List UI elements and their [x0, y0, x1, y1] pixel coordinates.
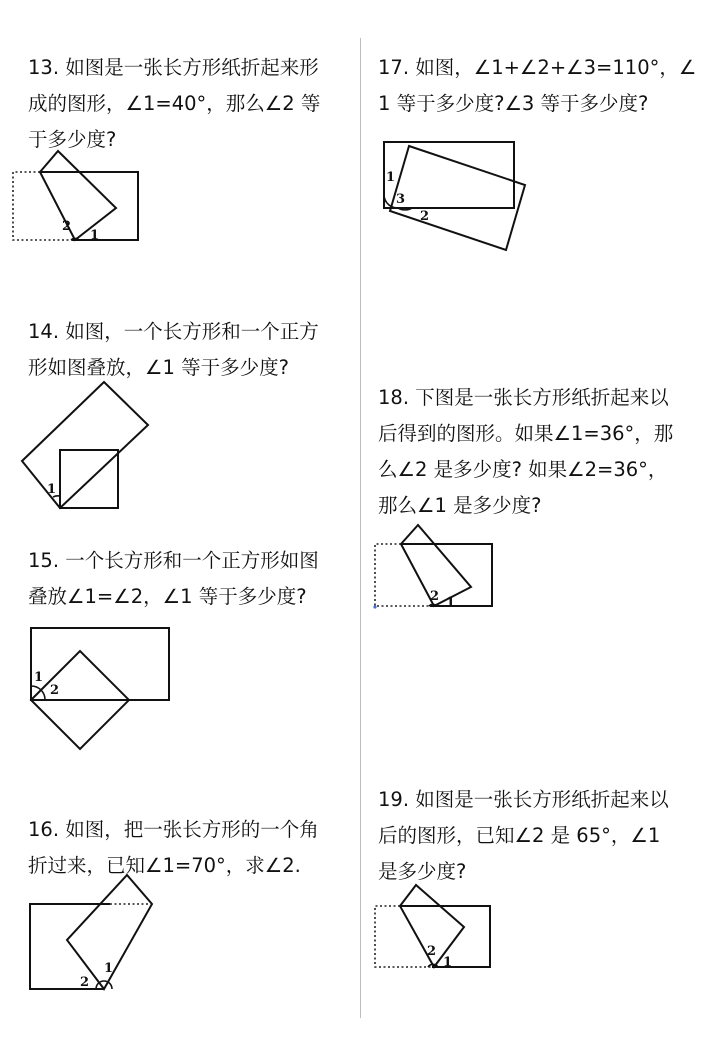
- text-line: 15. 一个长方形和一个正方形如图: [28, 549, 319, 572]
- angle-label: 3: [396, 192, 406, 207]
- text-line: 成的图形，∠1=40°，那么∠2 等: [28, 92, 321, 115]
- text-line: 是多少度?: [378, 860, 467, 883]
- angle-label: 2: [80, 975, 90, 990]
- angle-label: 2: [430, 589, 440, 604]
- angle-label: 1: [47, 482, 57, 497]
- problem-18-figure: [365, 515, 505, 620]
- problem-14-figure: [0, 375, 170, 515]
- text-line: 折过来，已知∠1=70°，求∠2.: [28, 854, 301, 877]
- problem-17-text: [378, 50, 696, 122]
- problem-15-figure: [0, 620, 190, 760]
- problem-15-text: [28, 543, 319, 615]
- problem-16-figure: [0, 870, 180, 1000]
- angle-label: 1: [104, 961, 114, 976]
- problem-18-text: [378, 380, 673, 524]
- angle-label: 1: [34, 670, 44, 685]
- text-line: 1 等于多少度?∠3 等于多少度?: [378, 92, 649, 115]
- problem-19-text: [378, 782, 669, 890]
- column-divider: [360, 38, 361, 1018]
- angle-label: 2: [62, 219, 72, 234]
- angle-label: 2: [420, 209, 430, 224]
- text-line: 14. 如图，一个长方形和一个正方: [28, 320, 319, 343]
- problem-13-figure: [0, 140, 180, 260]
- angle-label: 1: [443, 955, 453, 970]
- text-line: 后得到的图形。如果∠1=36°，那: [378, 422, 674, 445]
- angle-label: 2: [50, 683, 60, 698]
- angle-label: 1: [386, 170, 396, 185]
- text-line: 形如图叠放，∠1 等于多少度?: [28, 356, 289, 379]
- problem-19-figure: [365, 875, 505, 975]
- text-line: 那么∠1 是多少度?: [378, 494, 542, 517]
- text-line: 18. 下图是一张长方形纸折起来以: [378, 386, 669, 409]
- text-line: 么∠2 是多少度? 如果∠2=36°，: [378, 458, 668, 481]
- angle-label: 1: [446, 595, 456, 610]
- text-line: 17. 如图，∠1+∠2+∠3=110°，∠: [378, 56, 697, 79]
- text-line: 16. 如图，把一张长方形的一个角: [28, 818, 319, 841]
- text-line: 13. 如图是一张长方形纸折起来形: [28, 56, 319, 79]
- text-line: 叠放∠1=∠2，∠1 等于多少度?: [28, 585, 307, 608]
- text-line: 后的图形，已知∠2 是 65°，∠1: [378, 824, 661, 847]
- problem-17-figure: [370, 130, 540, 260]
- text-line: 于多少度?: [28, 128, 117, 151]
- text-line: 19. 如图是一张长方形纸折起来以: [378, 788, 669, 811]
- angle-label: 2: [427, 944, 437, 959]
- angle-label: 1: [90, 228, 100, 243]
